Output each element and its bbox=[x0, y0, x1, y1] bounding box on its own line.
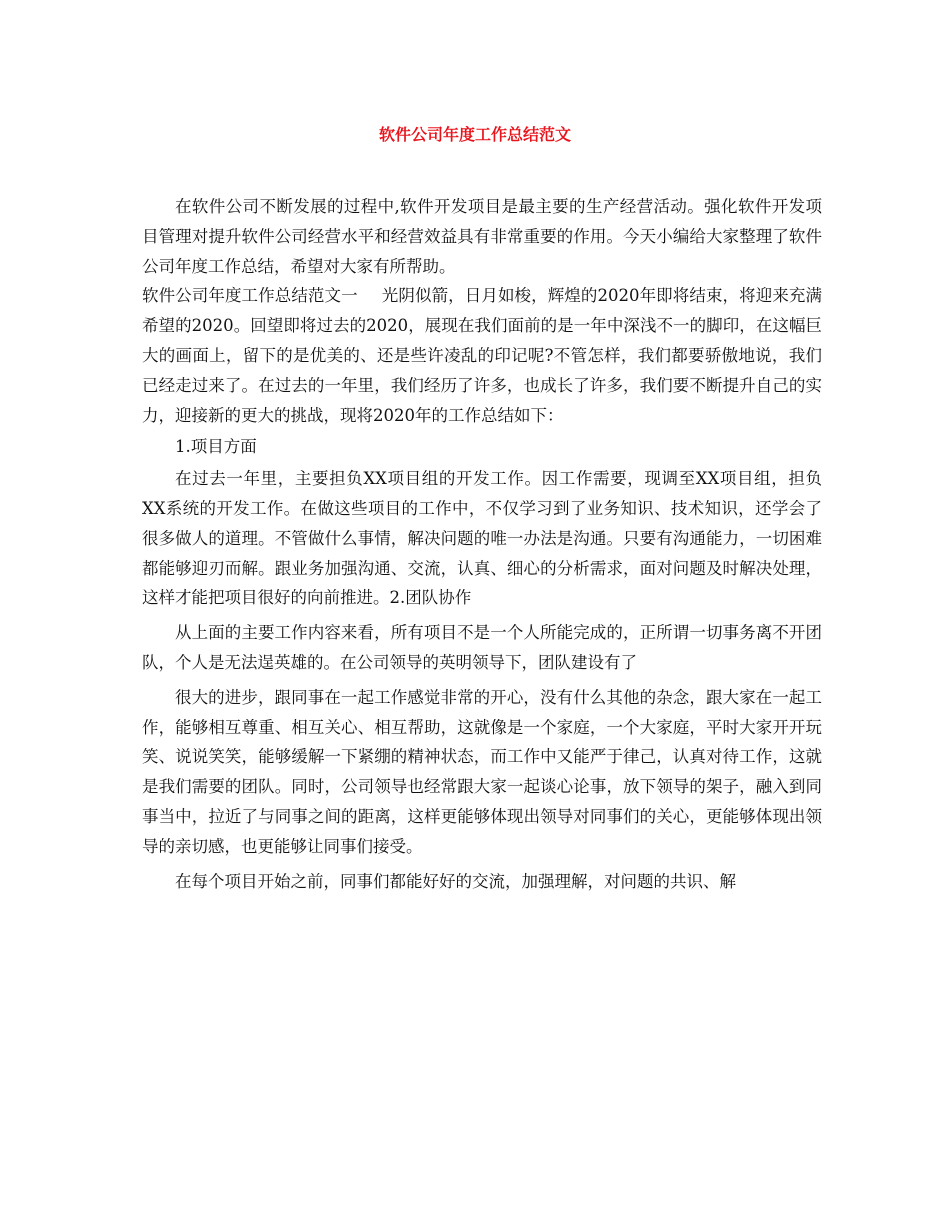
section-paragraph bbox=[142, 281, 822, 430]
document-body bbox=[142, 192, 822, 896]
intro-paragraph: 在软件公司不断发展的过程中,软件开发项目是最主要的生产经营活动。强化软件开发项目管理对提升软件公司经营水平和经营效益具有非常重要的作用。今天小编给大家整理了软件公司年度工作总结，希望对大家有所帮助。 bbox=[142, 197, 822, 276]
team-continued-paragraph: 很大的进步，跟同事在一起工作感觉非常的开心，没有什么其他的杂念，跟大家在一起工作，能够相互尊重、相互关心、相互帮助，这就像是一个家庭，一个大家庭，平时大家开开玩笑、说说笑笑，能够缓解一下紧绷的精神状态，而工作中又能严于律己，认真对待工作，这就是我们需要的团队。同时，公司领导也经常跟大家一起谈心论事，放下领导的架子，融入到同事当中，拉近了与同事之间的距离，这样更能够体现出领导对同事们的关心，更能够体现出领导的亲切感，也更能够让同事们接受。 bbox=[142, 687, 822, 856]
heading-project: 1.项目方面 bbox=[175, 437, 257, 457]
section-label: 软件公司年度工作总结范文一 bbox=[142, 286, 358, 306]
project-start-paragraph: 在每个项目开始之前，同事们都能好好的交流，加强理解，对问题的共识、解 bbox=[175, 871, 736, 891]
document-title: 软件公司年度工作总结范文 bbox=[378, 125, 571, 144]
project-paragraph: 在过去一年里，主要担负XX项目组的开发工作。因工作需要，现调至XX项目组，担负XX系统的开发工作。在做这些项目的工作中，不仅学习到了业务知识、技术知识，还学会了很多做人的道理。不管做什么事情，解决问题的唯一办法是沟通。只要有沟通能力，一切困难都能够迎刃而解。跟业务加强沟通、交流，认真、细心的分析需求，面对问题及时解决处理，这样才能把项目很好的向前推进。2.团队协作 bbox=[142, 469, 822, 608]
section-opening-text: 光阴似箭，日月如梭，辉煌的2020年即将结束，将迎来充满希望的2020。回望即将过去的2020，展现在我们面前的是一年中深浅不一的脚印，在这幅巨大的画面上，留下的是优美的、还是些许凌乱的印记呢?不管怎样，我们都要骄傲地说，我们已经走过来了。在过去的一年里，我们经历了许多，也成长了许多，我们要不断提升自己的实力，迎接新的更大的挑战，现将2020年的工作总结如下： bbox=[142, 286, 822, 425]
team-paragraph: 从上面的主要工作内容来看，所有项目不是一个人所能完成的，正所谓一切事务离不开团队，个人是无法逞英雄的。在公司领导的英明领导下，团队建设有了 bbox=[142, 623, 822, 672]
